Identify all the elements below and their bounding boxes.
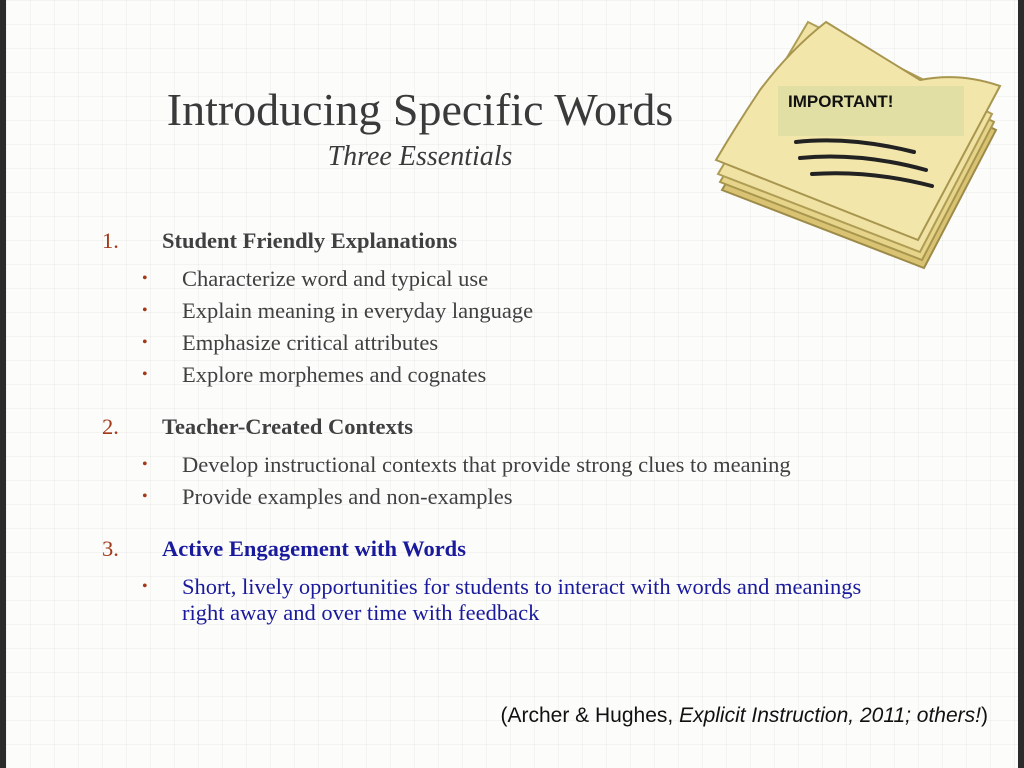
list-item: [102, 484, 922, 510]
important-label: IMPORTANT!: [778, 86, 964, 136]
slide-title: Introducing Specific Words: [166, 84, 674, 135]
title-block: [110, 82, 730, 174]
citation: [500, 704, 988, 728]
section-heading-row: [102, 536, 922, 568]
citation-prefix: (Archer & Hughes,: [500, 704, 680, 727]
list-item: [102, 298, 922, 324]
bullet-text: Provide examples and non-examples: [182, 484, 513, 509]
essentials-list: [102, 228, 922, 652]
bullet-icon: •: [142, 456, 148, 473]
section-number: 1.: [102, 228, 119, 253]
section-active-engagement: [102, 536, 922, 626]
list-item: [102, 330, 922, 356]
list-item: [102, 362, 922, 388]
bullet-text: Short, lively opportunities for students to interact with words and meanings right away and over time with feedback: [182, 574, 862, 625]
citation-source: Explicit Instruction, 2011; others!: [679, 704, 981, 727]
bullet-icon: •: [142, 366, 148, 383]
bullet-text: Characterize word and typical use: [182, 266, 489, 291]
section-heading: Active Engagement with Words: [162, 536, 466, 561]
section-teacher-contexts: [102, 414, 922, 510]
bullet-text: Explore morphemes and cognates: [182, 362, 487, 387]
list-item: [102, 452, 922, 478]
citation-suffix: ): [981, 704, 988, 727]
section-heading-row: [102, 414, 922, 446]
section-student-friendly: [102, 228, 922, 388]
bullet-text: Emphasize critical attributes: [182, 330, 439, 355]
bullet-icon: •: [142, 578, 148, 595]
bullet-icon: •: [142, 270, 148, 287]
section-heading: Student Friendly Explanations: [162, 228, 458, 253]
bullet-icon: •: [142, 334, 148, 351]
section-number: 2.: [102, 414, 119, 439]
bullet-icon: •: [142, 302, 148, 319]
slide-subtitle: Three Essentials: [327, 141, 513, 172]
section-number: 3.: [102, 536, 119, 561]
section-heading-row: [102, 228, 922, 260]
bullet-icon: •: [142, 488, 148, 505]
list-item: [102, 574, 922, 626]
bullet-text: Develop instructional contexts that provide strong clues to meaning: [182, 452, 791, 477]
section-heading: Teacher-Created Contexts: [162, 414, 413, 439]
list-item: [102, 266, 922, 292]
bullet-text: Explain meaning in everyday language: [182, 298, 534, 323]
